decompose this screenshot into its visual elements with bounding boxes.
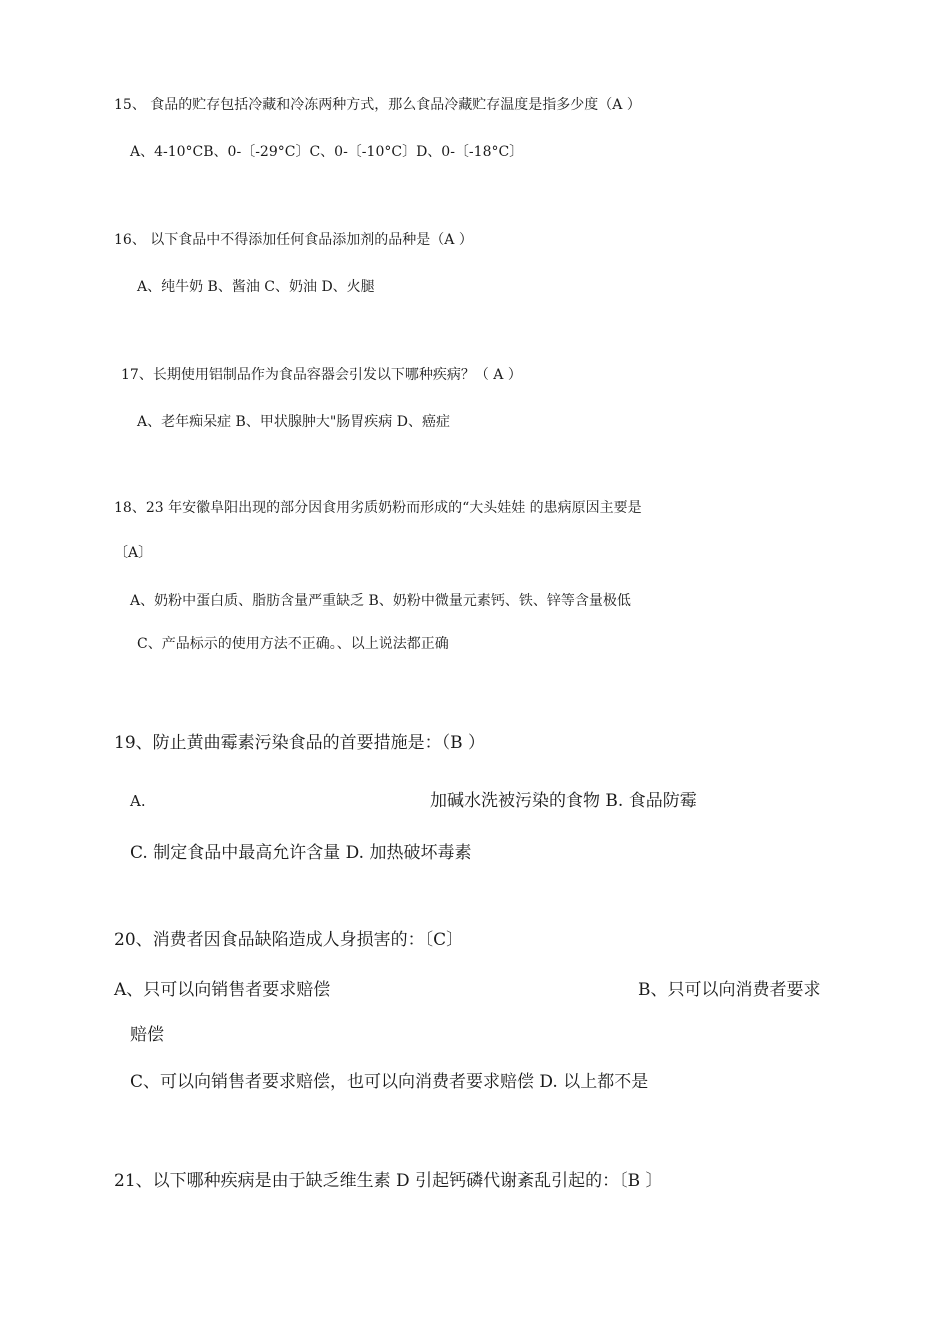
question-18-options-line-1: A、奶粉中蛋白质、脂肪含量严重缺乏 B、奶粉中微量元素钙、铁、锌等含量极低 (130, 593, 631, 609)
question-19-option-a-label: A. (130, 792, 146, 810)
question-19-stem: 19、防止黄曲霉素污染食品的首要措施是：（B ） (114, 733, 486, 753)
question-19-options-line-2: C. 制定食品中最高允许含量 D. 加热破坏毒素 (130, 843, 472, 863)
question-20-option-b-continued: 赔偿 (130, 1025, 164, 1045)
question-18-stem: 18、23 年安徽阜阳出现的部分因食用劣质奶粉而形成的“大头娃娃 的患病原因主要是 (114, 500, 642, 516)
question-15-stem: 15、 食品的贮存包括冷藏和冷冻两种方式，那么食品冷藏贮存温度是指多少度（A ） (114, 97, 641, 113)
question-21-stem: 21、以下哪种疾病是由于缺乏维生素 D 引起钙磷代谢紊乱引起的：〔B 〕 (114, 1171, 663, 1191)
question-20-option-a: A、只可以向销售者要求赔偿 (114, 980, 331, 1000)
question-20-stem: 20、消费者因食品缺陷造成人身损害的：〔C〕 (114, 930, 464, 950)
question-20-option-b: B、只可以向消费者要求 (638, 980, 821, 1000)
question-17-stem: 17、长期使用铝制品作为食品容器会引发以下哪种疾病？（ A ） (121, 367, 522, 383)
question-15-options: A、4-10°CB、0-〔-29°C〕C、0-〔-10°C〕D、0-〔-18°C〕 (130, 144, 524, 160)
question-18-stem-continued: 〔A〕 (114, 545, 153, 561)
question-20-options-line-2: C、可以向销售者要求赔偿，也可以向消费者要求赔偿 D. 以上都不是 (130, 1072, 649, 1092)
question-17-options: A、老年痴呆症 B、甲状腺肿大"肠胃疾病 D、癌症 (137, 414, 450, 430)
question-16-stem: 16、 以下食品中不得添加任何食品添加剂的品种是（A ） (114, 232, 473, 248)
question-16-options: A、纯牛奶 B、酱油 C、奶油 D、火腿 (137, 279, 375, 295)
question-19-option-a-text: 加碱水洗被污染的食物 B. 食品防霉 (430, 791, 697, 811)
question-18-options-line-2: C、产品标示的使用方法不正确。、以上说法都正确 (137, 636, 449, 652)
